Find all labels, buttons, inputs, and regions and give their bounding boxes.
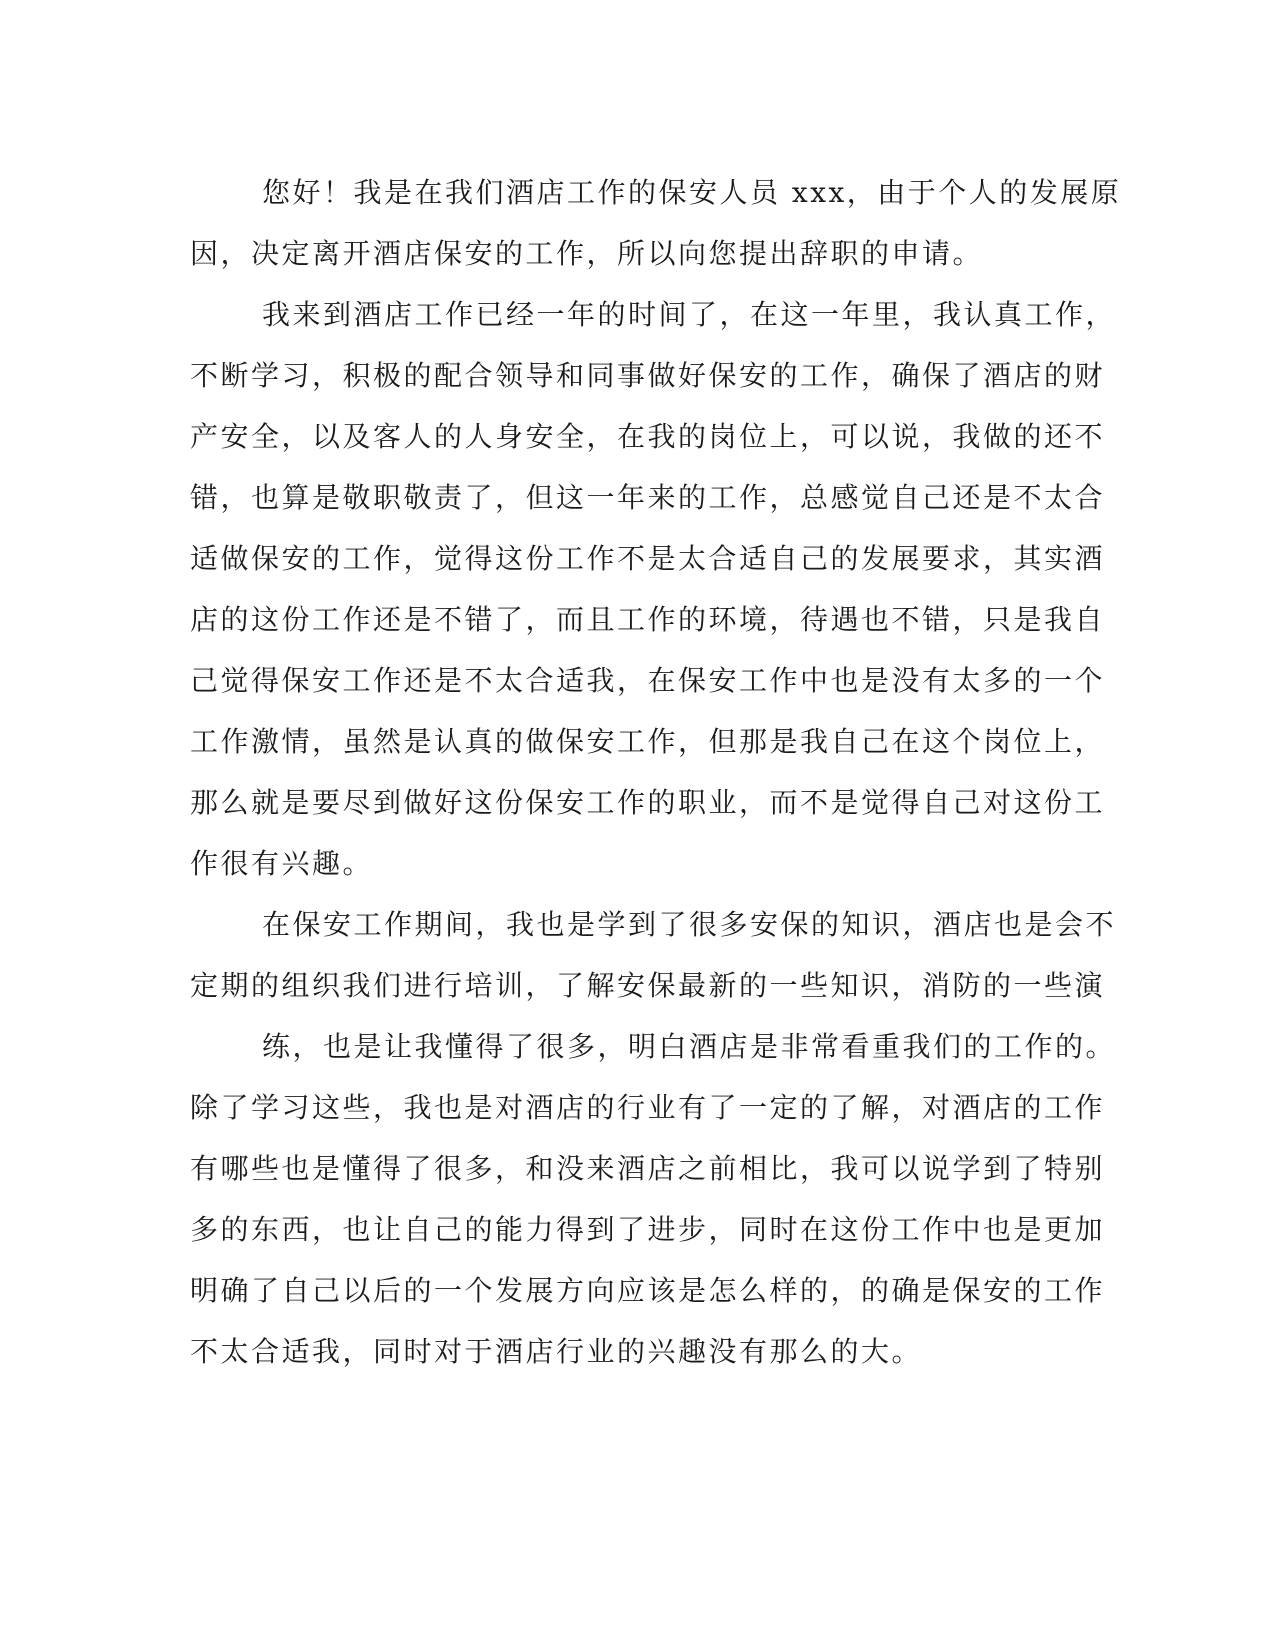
text-line: 因，决定离开酒店保安的工作，所以向您提出辞职的申请。 <box>190 237 984 270</box>
text-line: 工作激情，虽然是认真的做保安工作，但那是我自己在这个岗位上， <box>190 725 1106 758</box>
letter-body <box>190 162 1122 1382</box>
text-line: 那么就是要尽到做好这份保安工作的职业，而不是觉得自己对这份工 <box>190 786 1106 819</box>
text-line: 产安全，以及客人的人身安全，在我的岗位上，可以说，我做的还不 <box>190 420 1106 453</box>
text-line: 不断学习，积极的配合领导和同事做好保安的工作，确保了酒店的财 <box>190 359 1106 392</box>
text-line: 除了学习这些，我也是对酒店的行业有了一定的了解，对酒店的工作 <box>190 1091 1106 1124</box>
text-line: 定期的组织我们进行培训，了解安保最新的一些知识，消防的一些演 <box>190 969 1106 1002</box>
text-line: 店的这份工作还是不错了，而且工作的环境，待遇也不错，只是我自 <box>190 603 1106 636</box>
text-line: 多的东西，也让自己的能力得到了进步，同时在这份工作中也是更加 <box>190 1213 1106 1246</box>
text-line: 己觉得保安工作还是不太合适我，在保安工作中也是没有太多的一个 <box>190 664 1106 697</box>
text-line: 练，也是让我懂得了很多，明白酒店是非常看重我们的工作的。 <box>262 1030 1117 1063</box>
text-line: 适做保安的工作，觉得这份工作不是太合适自己的发展要求，其实酒 <box>190 542 1106 575</box>
text-line: 错，也算是敬职敬责了，但这一年来的工作，总感觉自己还是不太合 <box>190 481 1106 514</box>
text-line: 作很有兴趣。 <box>190 847 374 880</box>
text-line: 我来到酒店工作已经一年的时间了，在这一年里，我认真工作， <box>262 298 1117 331</box>
text-line: 您好！我是在我们酒店工作的保安人员 xxx，由于个人的发展原 <box>262 176 1122 209</box>
text-line: 在保安工作期间，我也是学到了很多安保的知识，酒店也是会不 <box>262 908 1117 941</box>
text-line: 不太合适我，同时对于酒店行业的兴趣没有那么的大。 <box>190 1335 923 1368</box>
text-line: 明确了自己以后的一个发展方向应该是怎么样的，的确是保安的工作 <box>190 1274 1106 1307</box>
text-line: 有哪些也是懂得了很多，和没来酒店之前相比，我可以说学到了特别 <box>190 1152 1106 1185</box>
